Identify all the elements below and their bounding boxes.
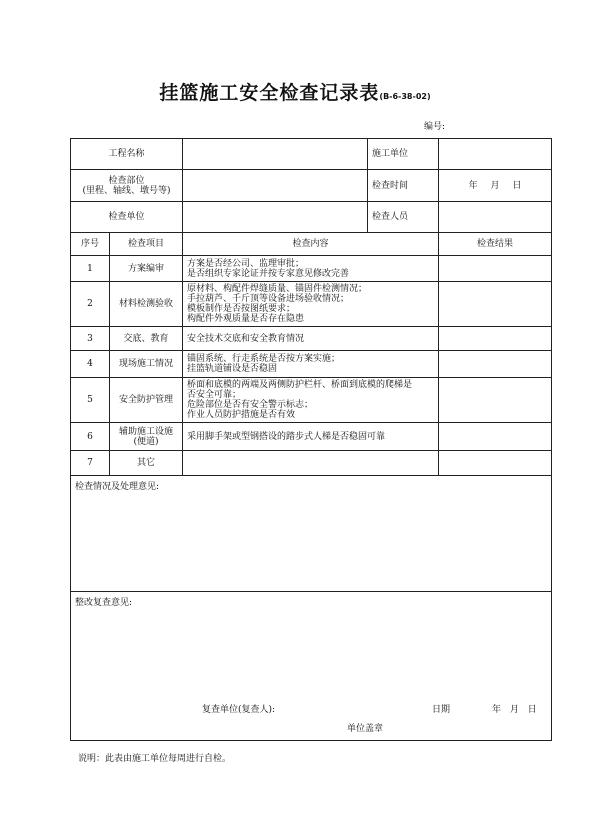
content-line: 锚固系统、行走系统是否按方案实施； bbox=[187, 354, 341, 364]
check-unit-label: 检查单位 bbox=[71, 202, 183, 233]
row-item: 其它 bbox=[110, 451, 183, 476]
row-result-field[interactable] bbox=[439, 378, 552, 423]
opinion-section[interactable] bbox=[71, 476, 552, 592]
row-seq: 5 bbox=[71, 378, 110, 423]
header-row-unit bbox=[71, 202, 552, 233]
form-title: 挂篮施工安全检查记录表 bbox=[159, 82, 380, 104]
row-item: 方案编审 bbox=[110, 256, 183, 282]
col-item-header: 检查项目 bbox=[110, 233, 183, 256]
content-line: 安全技术交底和安全教育情况 bbox=[187, 333, 305, 344]
project-name-field[interactable] bbox=[183, 139, 368, 170]
rectification-label: 整改复查意见: bbox=[75, 598, 133, 608]
row-seq: 3 bbox=[71, 327, 110, 351]
item-line: 辅助施工设施 bbox=[119, 426, 174, 437]
table-row bbox=[71, 351, 552, 378]
row-seq: 6 bbox=[71, 423, 110, 451]
content-line: 作业人员防护措施是否有效 bbox=[187, 410, 296, 420]
row-item bbox=[110, 423, 183, 451]
form-title-block bbox=[0, 78, 590, 105]
row-content[interactable] bbox=[183, 451, 439, 476]
row-content bbox=[183, 378, 439, 423]
check-part-label-line2: (里程、轴线、墩号等) bbox=[82, 185, 171, 196]
number-label: 编号: bbox=[424, 122, 446, 132]
row-content bbox=[183, 256, 439, 282]
table-row bbox=[71, 282, 552, 327]
opinion-row bbox=[71, 476, 552, 592]
row-seq: 4 bbox=[71, 351, 110, 378]
row-content bbox=[183, 282, 439, 327]
row-item: 材料检测验收 bbox=[110, 282, 183, 327]
row-result-field[interactable] bbox=[439, 282, 552, 327]
rectification-section[interactable] bbox=[71, 592, 552, 741]
header-row-project bbox=[71, 139, 552, 170]
row-result-field[interactable] bbox=[439, 351, 552, 378]
check-time-value[interactable]: 年 月 日 bbox=[439, 170, 552, 202]
row-result-field[interactable] bbox=[439, 451, 552, 476]
table-row bbox=[71, 256, 552, 282]
project-name-label: 工程名称 bbox=[71, 139, 183, 170]
construction-unit-field[interactable] bbox=[439, 139, 552, 170]
row-content bbox=[183, 351, 439, 378]
row-seq: 2 bbox=[71, 282, 110, 327]
content-line: 桥面和底模的两端及两侧防护栏杆、桥面到底模的爬梯是 bbox=[187, 380, 413, 390]
content-line: 采用脚手架或型钢搭设的踏步式人梯是否稳固可靠 bbox=[187, 431, 386, 442]
row-item: 安全防护管理 bbox=[110, 378, 183, 423]
row-result-field[interactable] bbox=[439, 256, 552, 282]
check-part-field[interactable] bbox=[183, 170, 368, 202]
unit-seal-label: 单位盖章 bbox=[347, 724, 384, 734]
content-line: 否安全可靠； bbox=[187, 390, 242, 400]
row-result-field[interactable] bbox=[439, 423, 552, 451]
check-part-label-line1: 检查部位 bbox=[108, 175, 145, 186]
rectification-content bbox=[75, 598, 547, 740]
content-line: 原材料、构配件焊缝质量、锚固件检测情况； bbox=[187, 284, 368, 294]
check-unit-field[interactable] bbox=[183, 202, 368, 233]
content-line: 是否组织专家论证并按专家意见修改完善 bbox=[187, 268, 350, 279]
col-content-header: 检查内容 bbox=[183, 233, 439, 256]
table-row bbox=[71, 451, 552, 476]
review-date-value[interactable]: 年 月 日 bbox=[492, 705, 537, 715]
row-result-field[interactable] bbox=[439, 327, 552, 351]
row-content bbox=[183, 423, 439, 451]
content-line: 挂篮轨道铺设是否稳固 bbox=[187, 364, 278, 374]
form-code: (B-6-38-02) bbox=[379, 92, 431, 101]
content-line: 危险部位是否有安全警示标志； bbox=[187, 400, 314, 410]
row-item: 现场施工情况 bbox=[110, 351, 183, 378]
opinion-label: 检查情况及处理意见: bbox=[75, 482, 160, 492]
table-row bbox=[71, 423, 552, 451]
inspection-form-table bbox=[70, 138, 552, 741]
row-content bbox=[183, 327, 439, 351]
column-header-row bbox=[71, 233, 552, 256]
footer-note: 说明：此表由施工单位每周进行自检。 bbox=[78, 754, 232, 764]
content-line: 方案是否经公司、监理审批； bbox=[187, 258, 305, 269]
col-result-header: 检查结果 bbox=[439, 233, 552, 256]
content-line: 构配件外观质量是否存在隐患 bbox=[187, 314, 305, 324]
header-row-part bbox=[71, 170, 552, 202]
content-line: 手拉葫芦、千斤顶等设备进场验收情况； bbox=[187, 294, 350, 304]
content-line: 模板制作是否按图纸要求； bbox=[187, 304, 296, 314]
rectification-row bbox=[71, 592, 552, 741]
review-date-label: 日期 bbox=[432, 705, 451, 715]
inspector-field[interactable] bbox=[439, 202, 552, 233]
col-seq-header: 序号 bbox=[71, 233, 110, 256]
row-item: 交底、教育 bbox=[110, 327, 183, 351]
inspector-label: 检查人员 bbox=[368, 202, 439, 233]
check-part-label bbox=[71, 170, 183, 202]
check-time-label: 检查时间 bbox=[368, 170, 439, 202]
row-seq: 7 bbox=[71, 451, 110, 476]
table-row bbox=[71, 327, 552, 351]
row-seq: 1 bbox=[71, 256, 110, 282]
review-unit-label: 复查单位(复查人): bbox=[202, 705, 276, 715]
construction-unit-label: 施工单位 bbox=[368, 139, 439, 170]
table-row bbox=[71, 378, 552, 423]
item-line: (便道) bbox=[133, 436, 159, 447]
